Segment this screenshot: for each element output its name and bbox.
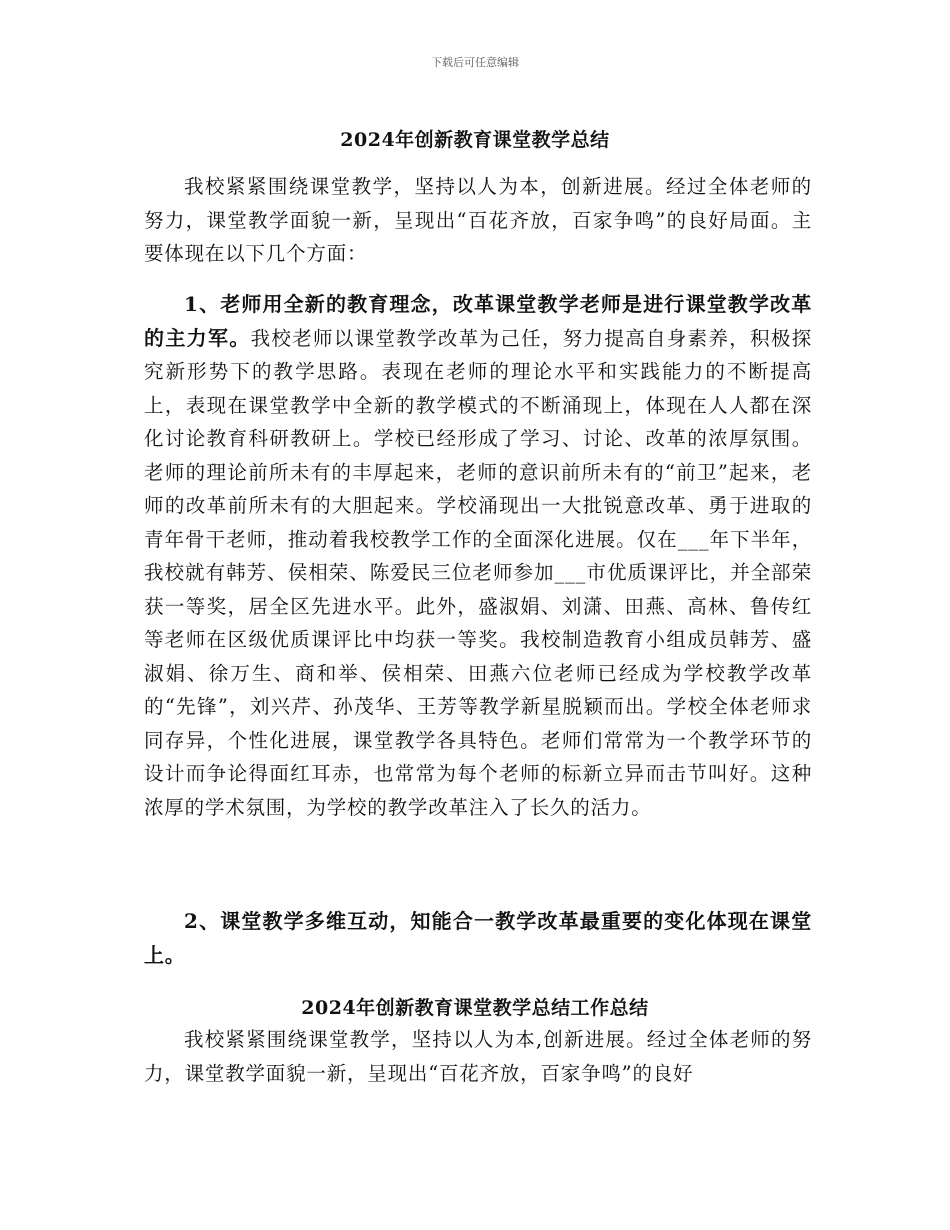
section-1-body: 我校老师以课堂教学改革为己任，努力提高自身素养，积极探究新形势下的教学思路。表现在老师的理论水平和实践能力的不断提高上，表现在课堂教学中全新的教学模式的不断涌现上，体现在人人都在深化讨论教育科研教研上。学校已经形成了学习、讨论、改革的浓厚氛围。老师的理论前所未有的丰厚起来，老师的意识前所未有的“前卫”起来，老师的改革前所未有的大胆起来。学校涌现出一大批锐意改革、勇于进取的青年骨干老师，推动着我校教学工作的全面深化进展。仅在___年下半年，我校就有韩芳、侯相荣、陈爱民三位老师参加___市优质课评比，并全部荣获一等奖，居全区先进水平。此外，盛淑娟、刘潇、田燕、高林、鲁传红等老师在区级优质课评比中均获一等奖。我校制造教育小组成员韩芳、盛淑娟、徐万生、商和举、侯相荣、田燕六位老师已经成为学校教学改革的“先锋”，刘兴芹、孙茂华、王芳等教学新星脱颖而出。学校全体老师求同存异，个性化进展，课堂教学各具特色。老师们常常为一个教学环节的设计而争论得面红耳赤，也常常为每个老师的标新立异而击节叫好。这种浓厚的学术氛围，为学校的教学改革注入了长久的活力。 (144, 326, 813, 819)
document-title: 2024年创新教育课堂教学总结 (340, 129, 610, 151)
header-note: 下载后可任意编辑 (431, 56, 519, 69)
section-1 (144, 288, 812, 824)
section-1-heading: 1、老师用全新的教育理念，改革课堂教学老师是进行课堂教学改革的主力军。 (144, 292, 812, 350)
second-intro-paragraph: 我校紧紧围绕课堂教学，坚持以人为本,创新进展。经过全体老师的努力，课堂教学面貌一新，呈现出“百花齐放，百家争鸣”的良好 (144, 1028, 812, 1085)
intro-paragraph: 我校紧紧围绕课堂教学，坚持以人为本，创新进展。经过全体老师的努力，课堂教学面貌一新，呈现出“百花齐放，百家争鸣”的良好局面。主要体现在以下几个方面： (144, 175, 812, 265)
second-title: 2024年创新教育课堂教学总结工作总结 (301, 997, 649, 1019)
section-2-heading: 2、课堂教学多维互动，知能合一教学改革最重要的变化体现在课堂上。 (144, 909, 812, 967)
section-2 (144, 905, 812, 972)
